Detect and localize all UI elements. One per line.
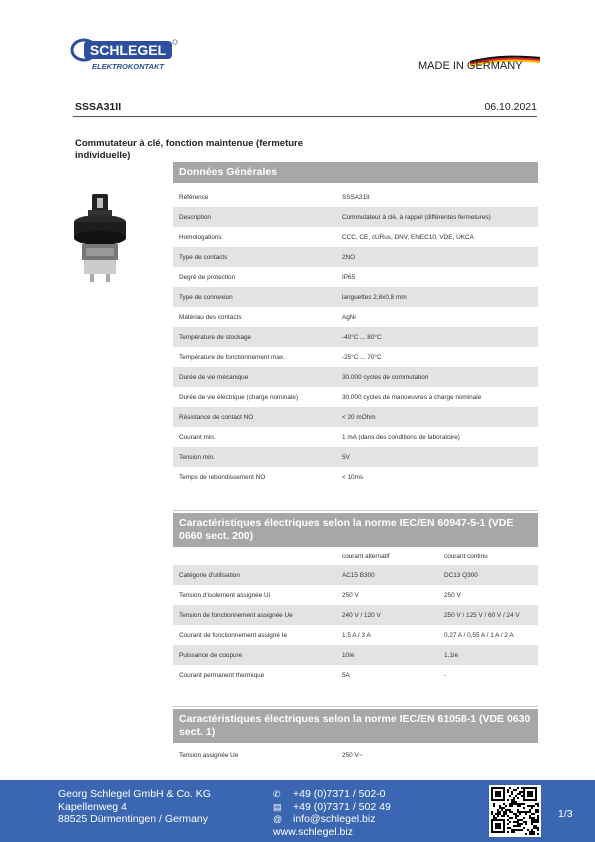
- footer-address: [58, 788, 211, 826]
- row-label: Courant min.: [179, 433, 216, 441]
- qr-code[interactable]: [489, 785, 541, 837]
- brand-text: SCHLEGEL: [89, 42, 167, 58]
- row-label: Résistance de contact NO: [179, 413, 254, 421]
- table-row: [173, 367, 538, 387]
- row-value-ac: 1,5 A / 3 A: [342, 631, 371, 639]
- table-row: [173, 227, 538, 247]
- row-value: IP65: [342, 273, 356, 281]
- table-row: [173, 207, 538, 227]
- company-name: Georg Schlegel GmbH & Co. KG: [58, 788, 211, 800]
- electrical-61058-heading: Caractéristiques électriques selon la norme IEC/EN 61058-1 (VDE 0630 sect. 1): [173, 709, 538, 743]
- row-value: < 20 mOhm: [342, 413, 376, 421]
- row-label: Description: [179, 213, 211, 221]
- schlegel-logo: [70, 38, 180, 72]
- row-value: 250 V~: [342, 751, 363, 759]
- column-header-row: [173, 547, 538, 565]
- header-divider: [73, 116, 537, 117]
- row-label: Catégorie d'utilisation: [179, 571, 240, 579]
- web-link[interactable]: www.schlegel.biz: [273, 825, 353, 838]
- row-value-ac: 10Ie: [342, 651, 355, 659]
- made-in-germany: MADE IN GERMANY: [418, 60, 523, 72]
- table-row: [173, 585, 538, 605]
- fax-number[interactable]: +49 (0)7371 / 502 49: [293, 800, 391, 813]
- street: Kapellenweg 4: [58, 800, 127, 813]
- electrical-61058-section: [173, 706, 538, 765]
- row-label: Type de contacts: [179, 253, 228, 261]
- row-value: -25°C ... 70°C: [342, 353, 382, 361]
- general-data-heading: Données Générales: [173, 162, 538, 183]
- general-data-section: [173, 162, 538, 487]
- table-row: [173, 745, 538, 765]
- phone-number[interactable]: +49 (0)7371 / 502-0: [293, 788, 386, 800]
- row-label: Puissance de coupure: [179, 651, 243, 659]
- row-label: Homologations: [179, 233, 222, 241]
- row-value: < 10ms: [342, 473, 364, 481]
- table-row: [173, 187, 538, 207]
- document-date: 06.10.2021: [484, 101, 537, 113]
- row-value: 30.000 cycles de manoeuvres à charge nominale: [342, 393, 482, 401]
- phone-icon: ✆: [273, 789, 281, 799]
- row-label: Tension assignée Ue: [179, 751, 239, 759]
- row-value: 2NO: [342, 253, 356, 261]
- table-row: [173, 267, 538, 287]
- table-row: [173, 327, 538, 347]
- footer-contact: [273, 788, 391, 838]
- row-value: 1 mA (dans des conditions de laboratoire): [342, 433, 460, 441]
- table-row: [173, 287, 538, 307]
- at-icon: @: [273, 814, 283, 824]
- table-row: [173, 645, 538, 665]
- row-value: AgNi: [342, 313, 356, 321]
- table-row: [173, 625, 538, 645]
- table-row: [173, 347, 538, 367]
- table-row: [173, 307, 538, 327]
- row-label: Temps de rebondissement NO: [179, 473, 266, 481]
- row-value-dc: 250 V: [444, 591, 461, 599]
- row-label: Référence: [179, 193, 209, 201]
- row-value: languettes 2,8x0,8 mm: [342, 293, 407, 301]
- fax-icon: ▤: [273, 801, 282, 812]
- row-label: Type de connexion: [179, 293, 233, 301]
- row-value-ac: 5A: [342, 671, 350, 679]
- row-value-ac: AC15 B300: [342, 571, 375, 579]
- row-label: Durée de vie électrique (charge nominale): [179, 393, 299, 401]
- row-label: Courant de fonctionnement assigné Ie: [179, 631, 288, 639]
- col-ac-header: courant alternatif: [342, 552, 390, 560]
- table-row: [173, 247, 538, 267]
- row-value-dc: 0,27 A / 0,55 A / 1 A / 2 A: [444, 631, 514, 639]
- table-row: [173, 447, 538, 467]
- row-value: SSSA31II: [342, 193, 370, 201]
- product-title: Commutateur à clé, fonction maintenue (fermeture individuelle): [75, 138, 304, 161]
- row-value-ac: 240 V / 120 V: [342, 611, 381, 619]
- table-row: [173, 427, 538, 447]
- row-value: 5V: [342, 453, 350, 461]
- row-value-dc: -: [444, 671, 447, 679]
- row-label: Matériau des contacts: [179, 313, 242, 321]
- row-label: Tension min.: [179, 453, 215, 461]
- table-row: [173, 565, 538, 585]
- row-label: Degré de protection: [179, 273, 236, 281]
- row-value: -40°C ... 80°C: [342, 333, 382, 341]
- page-number: 1/3: [558, 808, 573, 820]
- table-row: [173, 605, 538, 625]
- row-value-dc: 1,1Ie: [444, 651, 459, 659]
- brand-sub-text: ELEKTROKONTAKT: [92, 62, 164, 71]
- email-link[interactable]: info@schlegel.biz: [293, 813, 376, 825]
- row-value-dc: 250 V / 125 V / 60 V / 24 V: [444, 611, 520, 619]
- row-value-ac: 250 V: [342, 591, 359, 599]
- row-label: Tension d'isolement assignée Ui: [179, 591, 271, 599]
- row-value: 30.000 cycles de commutation: [342, 373, 429, 381]
- row-label: Courant permanent thermique: [179, 671, 265, 679]
- row-label: Tension de fonctionnement assignée Ue: [179, 611, 293, 619]
- electrical-60947-heading: Caractéristiques électriques selon la norme IEC/EN 60947-5-1 (VDE 0660 sect. 200): [173, 513, 538, 547]
- electrical-60947-section: [173, 510, 538, 685]
- part-number: SSSA31II: [75, 101, 122, 113]
- table-row: [173, 387, 538, 407]
- row-label: Durée de vie mécanique: [179, 373, 249, 381]
- row-label: Température de fonctionnement max.: [179, 353, 285, 361]
- city: 88525 Dürmentingen / Germany: [58, 813, 208, 825]
- product-image: [70, 190, 130, 285]
- row-value-dc: DC13 Q300: [444, 571, 478, 579]
- footer: [0, 780, 595, 842]
- table-row: [173, 407, 538, 427]
- row-value: Commutateur à clé, à rappel (différentes fermetures): [342, 213, 491, 221]
- table-row: [173, 665, 538, 685]
- row-label: Température de stockage: [179, 333, 252, 341]
- table-row: [173, 467, 538, 487]
- col-dc-header: courant continu: [444, 552, 488, 560]
- row-value: CCC, CE, cURus, DNV, ENEC10, VDE, UKCA: [342, 233, 474, 241]
